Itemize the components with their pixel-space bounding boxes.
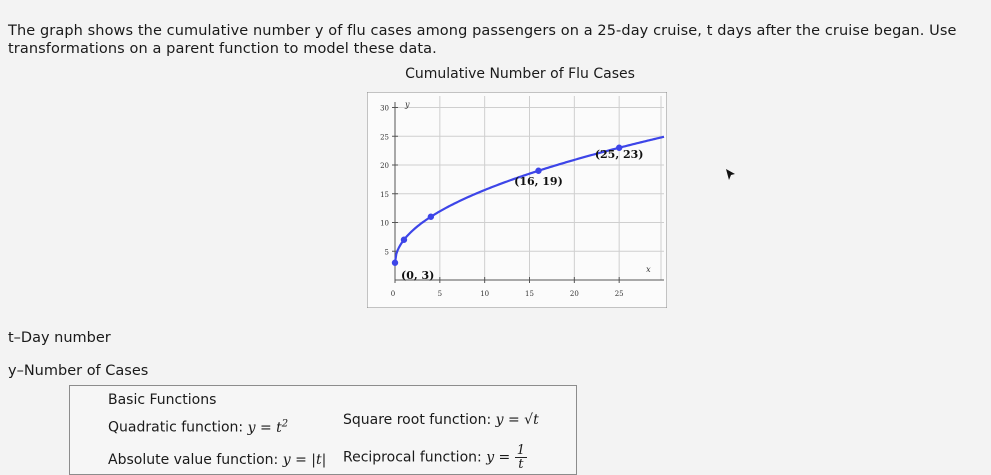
y-tick-label: 20 [380,162,389,170]
data-point [392,260,398,266]
point-label: (16, 19) [514,174,563,188]
basic-functions-box [69,385,577,475]
chart-svg [367,92,667,308]
y-tick-label: 15 [380,190,389,199]
x-tick-label: 25 [614,290,624,298]
y-tick-label: 30 [380,104,389,113]
sqrt-expression: y = √t [495,412,539,428]
data-point [535,168,541,174]
y-tick-label: 25 [380,133,389,142]
chart [367,92,667,308]
x-tick-label: 20 [569,290,579,298]
recip-fraction: $\frac{1}{t}$ [516,443,526,472]
y-axis-label: y [405,100,410,109]
x-tick-label: 15 [525,290,534,298]
cursor-icon [725,167,737,186]
reciprocal-function [343,444,527,471]
y-tick-label: 10 [380,219,389,228]
recip-lhs: y = [486,449,511,466]
x-tick-label: 0 [390,290,396,298]
abs-label: Absolute value function: [108,452,279,468]
square-root-function [343,412,539,428]
chart-title: Cumulative Number of Flu Cases [405,66,635,82]
point-label: (0, 3) [401,268,435,282]
x-axis-label: x [646,265,651,274]
data-point [428,214,434,220]
sqrt-label: Square root function: [343,412,492,428]
question-prompt: The graph shows the cumulative number y of flu cases among passengers on a 25-day cruise, t days after the cruise began. Use transformations on a parent function to model these data. [8,23,957,57]
recip-label: Reciprocal function: [343,449,482,466]
quadratic-expression: $y = t^2$ [247,418,289,436]
abs-expression: y = |t| [282,452,327,468]
absolute-value-function [108,452,326,468]
t-variable-definition: t–Day number [8,330,111,346]
point-label: (25, 23) [594,147,644,161]
y-variable-definition: y–Number of Cases [8,363,149,379]
y-tick-label: 5 [384,248,389,257]
x-tick-label: 10 [480,290,490,298]
quadratic-function [108,418,288,436]
basic-functions-title: Basic Functions [108,392,217,408]
x-tick-label: 5 [437,290,443,298]
data-point [401,237,407,243]
quadratic-label: Quadratic function: [108,419,244,436]
